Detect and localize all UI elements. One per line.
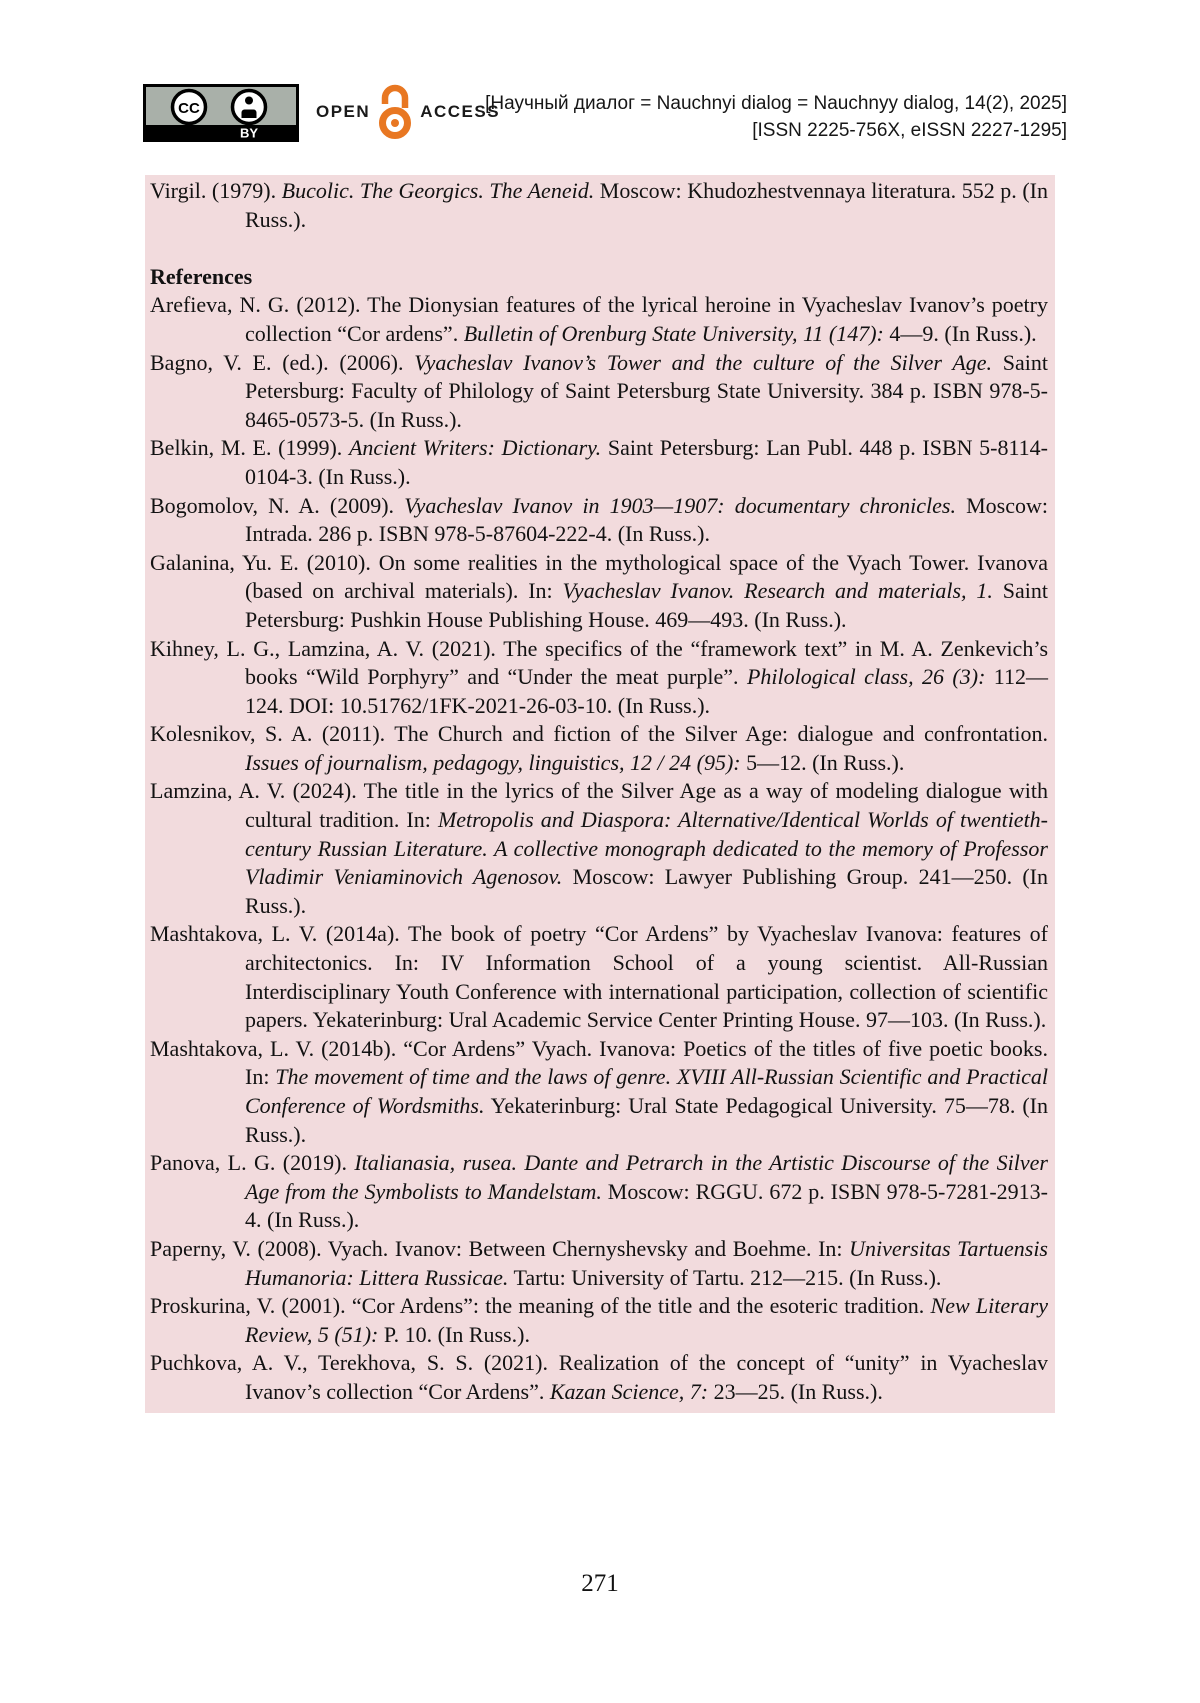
journal-title-line: [Научный диалог = Nauchnyi dialog = Nauchnyy dialog, 14(2), 2025]: [485, 93, 1067, 114]
ref-italic-segment: Metropolis and Diaspora: Alternative/Identical Worlds of twentieth-century Russian Literature. A collective monograph dedicated to the memory of Professor Vladimir Veniaminovich Agenosov.: [245, 807, 1049, 890]
ref-text-segment: Mashtakova, L. V. (2014b). “Cor Ardens” Vyach. Ivanova: Poetics of the titles of five poetic books. In:: [150, 1035, 1048, 1090]
reference-entry: [150, 1235, 1048, 1292]
reference-entry: [150, 434, 1048, 491]
ref-italic-segment: Ancient Writers: Dictionary.: [348, 435, 602, 461]
ref-text-segment: Paperny, V. (2008). Vyach. Ivanov: Between Chernyshevsky and Boehme. In:: [150, 1235, 850, 1261]
ref-italic-segment: New Literary Review, 5 (51):: [245, 1293, 1048, 1347]
svg-text:BY: BY: [239, 125, 259, 141]
ref-text-segment: Bogomolov, N. A. (2009).: [150, 492, 405, 518]
ref-text-segment: Moscow: Intrada. 286 p. ISBN 978-5-87604-222-4. (In Russ.).: [245, 492, 1049, 547]
ref-italic-segment: Universitas Tartuensis Humanoria: Littera Russicae.: [245, 1235, 1048, 1290]
page-header: [0, 0, 1200, 170]
ref-text-segment: Belkin, M. E. (1999).: [150, 435, 349, 461]
cc-by-license-badge: [143, 84, 299, 147]
ref-text-segment: 23—25. (In Russ.).: [708, 1378, 883, 1404]
reference-entry: [150, 1292, 1048, 1349]
ref-text-segment: Yekaterinburg: Ural State Pedagogical University. 75—78. (In Russ.).: [245, 1093, 1048, 1147]
page-number: 271: [581, 1570, 619, 1597]
open-access-logo: [316, 84, 500, 140]
ref-italic-segment: Bucolic. The Georgics. The Aeneid.: [281, 178, 595, 203]
references-block: [145, 175, 1055, 1413]
reference-entry: [150, 635, 1048, 721]
ref-text-segment: 4—9. (In Russ.).: [883, 320, 1037, 346]
reference-entry: [150, 492, 1048, 549]
open-lock-icon: [375, 82, 415, 140]
ref-text-segment: Galanina, Yu. E. (2010). On some realities in the mythological space of the Vyach Tower. Ivanova (based on archival materials). In:: [150, 549, 1048, 604]
ref-text-segment: Virgil. (1979).: [150, 178, 282, 203]
ref-italic-segment: Italianasia, rusea. Dante and Petrarch in the Artistic Discourse of the Silver Age from the Symbolists to Mandelstam.: [245, 1150, 1048, 1204]
ref-text-segment: P. 10. (In Russ.).: [378, 1321, 530, 1347]
ref-text-segment: Proskurina, V. (2001). “Cor Ardens”: the meaning of the title and the esoteric tradition.: [150, 1293, 931, 1319]
references-list: [150, 291, 1048, 1406]
ref-text-segment: Saint Petersburg: Pushkin House Publishing House. 469—493. (In Russ.).: [245, 578, 1048, 632]
ref-italic-segment: Vyacheslav Ivanov in 1903—1907: documentary chronicles.: [404, 492, 956, 518]
journal-issn-line: [ISSN 2225-756X, eISSN 2227-1295]: [752, 120, 1067, 141]
preamble-references: [150, 177, 1048, 234]
ref-text-segment: Arefieva, N. G. (2012). The Dionysian features of the lyrical heroine in Vyacheslav Ivanov’s poetry collection “Cor ardens”.: [150, 292, 1048, 346]
ref-text-segment: Tartu: University of Tartu. 212—215. (In Russ.).: [508, 1264, 942, 1290]
reference-entry: [150, 1149, 1048, 1235]
ref-text-segment: Saint Petersburg: Faculty of Philology of Saint Petersburg State University. 384 p. ISBN 978-5-8465-0573-5. (In Russ.).: [245, 349, 1048, 432]
ref-text-segment: 112—124. DOI: 10.51762/1FK-2021-26-03-10. (In Russ.).: [245, 664, 1048, 718]
reference-entry: [150, 291, 1048, 348]
ref-text-segment: Panova, L. G. (2019).: [150, 1150, 355, 1176]
journal-citation: [485, 90, 1067, 144]
ref-italic-segment: Issues of journalism, pedagogy, linguistics, 12 / 24 (95):: [245, 749, 741, 775]
ref-italic-segment: The movement of time and the laws of genre. XVIII All-Russian Scientific and Practical Conference of Wordsmiths.: [245, 1064, 1048, 1118]
ref-italic-segment: Kazan Science, 7:: [549, 1378, 709, 1404]
ref-text-segment: Lamzina, A. V. (2024). The title in the lyrics of the Silver Age as a way of modeling dialogue with cultural tradition. In:: [150, 778, 1048, 833]
ref-italic-segment: Vyacheslav Ivanov’s Tower and the culture of the Silver Age.: [414, 349, 993, 375]
ref-text-segment: Kolesnikov, S. A. (2011). The Church and fiction of the Silver Age: dialogue and confrontation.: [150, 721, 1048, 747]
ref-text-segment: Saint Petersburg: Lan Publ. 448 p. ISBN 5-8114-0104-3. (In Russ.).: [245, 435, 1048, 489]
reference-entry: [150, 549, 1048, 635]
ref-italic-segment: Philological class, 26 (3):: [746, 664, 986, 690]
ref-text-segment: Moscow: Lawyer Publishing Group. 241—250. (In Russ.).: [245, 864, 1048, 918]
ref-text-segment: Moscow: Khudozhestvennaya literatura. 552 p. (In Russ.).: [245, 178, 1049, 232]
ref-text-segment: Puchkova, A. V., Terekhova, S. S. (2021). Realization of the concept of “unity” in Vyacheslav Ivanov’s collection “Cor Ardens”.: [150, 1350, 1048, 1404]
reference-entry: [150, 349, 1048, 435]
ref-text-segment: 5—12. (In Russ.).: [740, 749, 905, 775]
ref-text-segment: Kihney, L. G., Lamzina, A. V. (2021). The specifics of the “framework text” in M. A. Zenkevich’s books “Wild Porphyry” and “Under the meat purple”.: [150, 635, 1048, 690]
reference-entry: [150, 1035, 1048, 1149]
ref-italic-segment: Vyacheslav Ivanov. Research and materials, 1.: [562, 578, 993, 604]
open-access-open-label: OPEN: [316, 102, 371, 121]
ref-text-segment: Bagno, V. E. (ed.). (2006).: [150, 349, 415, 375]
reference-entry: [150, 720, 1048, 777]
cc-by-badge-icon: [143, 84, 299, 142]
reference-entry: [150, 177, 1048, 234]
reference-entry: [150, 777, 1048, 920]
open-access-access-label: ACCESS: [420, 102, 501, 121]
svg-text:CC: CC: [178, 100, 200, 117]
reference-entry: [150, 1349, 1048, 1406]
ref-text-segment: Moscow: RGGU. 672 p. ISBN 978-5-7281-2913-4. (In Russ.).: [245, 1178, 1048, 1233]
ref-text-segment: Mashtakova, L. V. (2014a). The book of poetry “Cor Ardens” by Vyacheslav Ivanova: features of architectonics. In: IV Information School of a young scientist. All-Russian Interdisciplinary Youth Conference with international participation, collection of scientific papers. Yekaterinburg: Ural Academic Service Center Printing House. 97—103. (In Russ.).: [150, 921, 1048, 1033]
references-heading: References: [150, 263, 253, 289]
reference-entry: [150, 920, 1048, 1034]
ref-italic-segment: Bulletin of Orenburg State University, 11 (147):: [463, 320, 884, 346]
